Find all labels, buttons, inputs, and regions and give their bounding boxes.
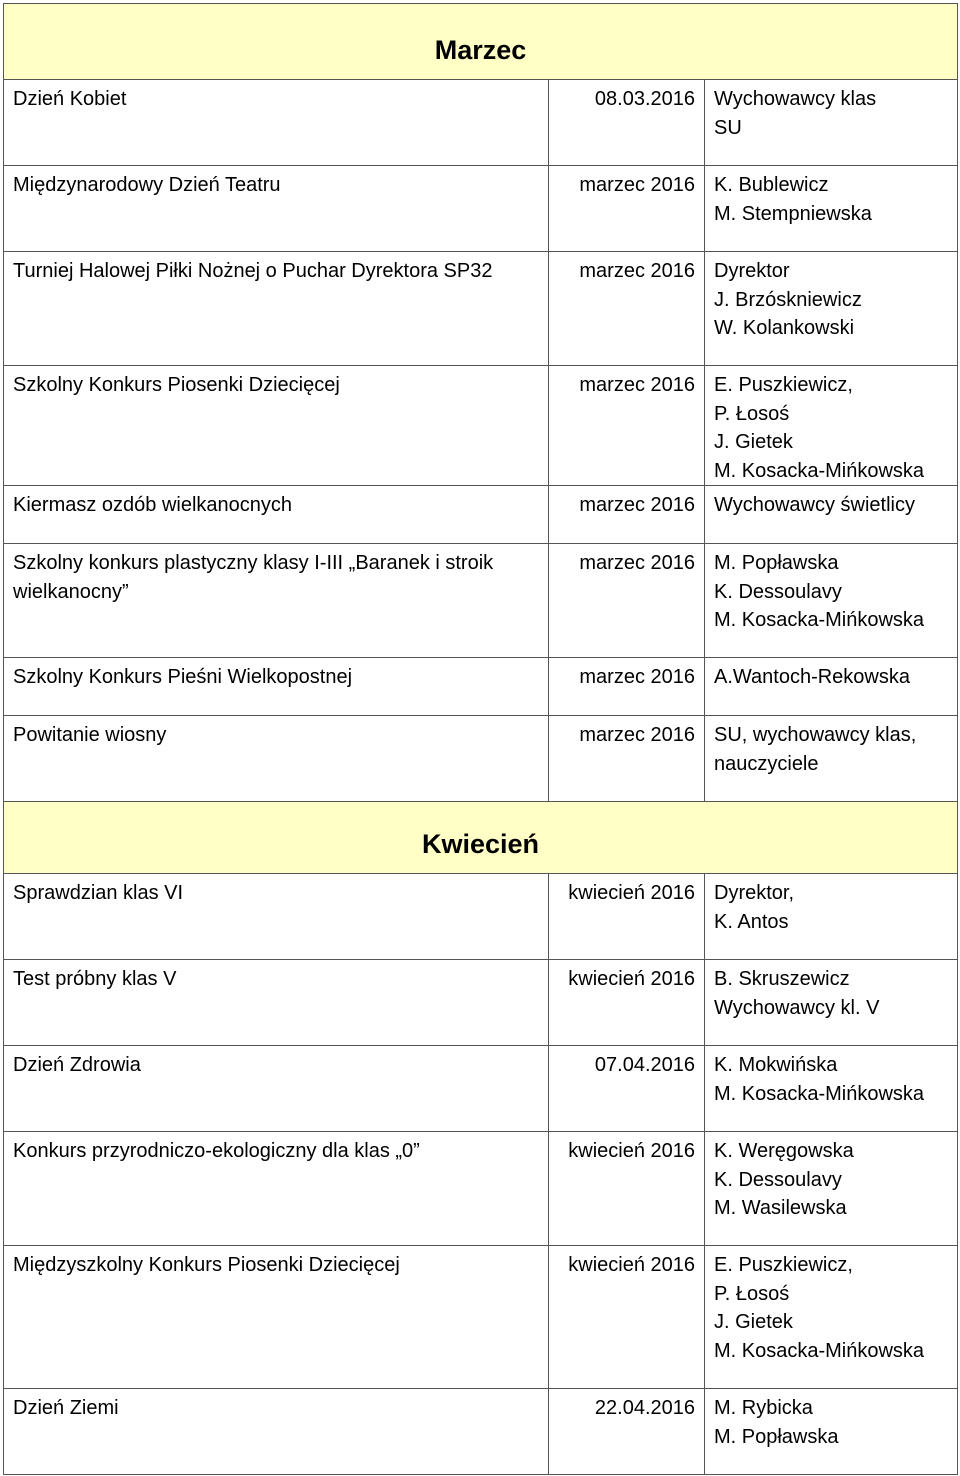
event-cell: Międzyszkolny Konkurs Piosenki Dziecięcej	[4, 1246, 549, 1389]
table-row	[4, 1132, 958, 1246]
responsible-person: M. Popławska	[714, 1425, 839, 1448]
month-header	[4, 4, 958, 80]
responsible-cell	[705, 544, 958, 658]
responsible-person: M. Kosacka-Mińkowska	[714, 459, 925, 482]
responsible-person: nauczyciele	[714, 752, 819, 775]
month-header-row	[4, 4, 958, 80]
event-cell: Dzień Zdrowia	[4, 1046, 549, 1132]
responsible-person: P. Łosoś	[714, 1282, 790, 1305]
event-cell: Kiermasz ozdób wielkanocnych	[4, 486, 549, 544]
table-row	[4, 960, 958, 1046]
table-row	[4, 252, 958, 366]
responsible-cell	[705, 658, 958, 716]
responsible-person: J. Gietek	[714, 431, 793, 453]
responsible-person: W. Kolankowski	[714, 317, 855, 339]
event-cell: Sprawdzian klas VI	[4, 874, 549, 960]
responsible-cell	[705, 1246, 958, 1389]
responsible-person: M. Popławska	[714, 552, 839, 574]
event-cell: Test próbny klas V	[4, 960, 549, 1046]
responsible-person: K. Bublewicz	[714, 174, 829, 196]
responsible-person: J. Brzóskniewicz	[714, 288, 862, 311]
event-cell: Szkolny konkurs plastyczny klasy I-III „Baranek i stroik wielkanocny”	[4, 544, 549, 658]
responsible-cell	[705, 960, 958, 1046]
responsible-person: M. Rybicka	[714, 1397, 813, 1419]
month-header	[4, 802, 958, 874]
responsible-person: Dyrektor,	[714, 882, 795, 904]
responsible-person: K. Dessoulavy	[714, 580, 842, 603]
responsible-cell	[705, 366, 958, 486]
event-cell: Dzień Kobiet	[4, 80, 549, 166]
responsible-person: SU	[714, 116, 742, 139]
date-cell: marzec 2016	[549, 252, 705, 366]
table-row	[4, 874, 958, 960]
date-cell: marzec 2016	[549, 166, 705, 252]
responsible-person: K. Dessoulavy	[714, 1168, 842, 1191]
responsible-person: E. Puszkiewicz,	[714, 374, 853, 396]
table-row	[4, 166, 958, 252]
responsible-cell	[705, 1132, 958, 1246]
responsible-cell	[705, 1389, 958, 1475]
responsible-person: M. Kosacka-Mińkowska	[714, 609, 925, 631]
event-cell: Szkolny Konkurs Pieśni Wielkopostnej	[4, 658, 549, 716]
table-row	[4, 80, 958, 166]
responsible-person: K. Mokwińska	[714, 1054, 838, 1076]
table-row	[4, 544, 958, 658]
event-cell: Dzień Ziemi	[4, 1389, 549, 1475]
responsible-person: P. Łosoś	[714, 402, 790, 425]
event-cell: Międzynarodowy Dzień Teatru	[4, 166, 549, 252]
responsible-cell	[705, 716, 958, 802]
responsible-person: K. Antos	[714, 910, 789, 933]
month-title: Kwiecień	[421, 829, 540, 859]
date-cell: kwiecień 2016	[549, 960, 705, 1046]
responsible-cell	[705, 874, 958, 960]
responsible-cell	[705, 486, 958, 544]
date-cell: marzec 2016	[549, 366, 705, 486]
event-cell: Szkolny Konkurs Piosenki Dziecięcej	[4, 366, 549, 486]
date-cell: kwiecień 2016	[549, 1132, 705, 1246]
table-row	[4, 1246, 958, 1389]
responsible-person: Wychowawcy świetlicy	[714, 494, 915, 516]
responsible-cell	[705, 1046, 958, 1132]
date-cell: marzec 2016	[549, 716, 705, 802]
date-cell: 22.04.2016	[549, 1389, 705, 1475]
responsible-cell	[705, 80, 958, 166]
schedule-document	[3, 3, 957, 1475]
date-cell: kwiecień 2016	[549, 1246, 705, 1389]
schedule-table	[3, 3, 958, 1475]
responsible-person: SU, wychowawcy klas,	[714, 724, 917, 746]
responsible-person: E. Puszkiewicz,	[714, 1254, 853, 1276]
date-cell: 08.03.2016	[549, 80, 705, 166]
responsible-person: M. Kosacka-Mińkowska	[714, 1082, 925, 1105]
table-row	[4, 486, 958, 544]
date-cell: kwiecień 2016	[549, 874, 705, 960]
date-cell: marzec 2016	[549, 544, 705, 658]
responsible-person: Wychowawcy kl. V	[714, 996, 880, 1019]
table-row	[4, 716, 958, 802]
date-cell: marzec 2016	[549, 486, 705, 544]
responsible-person: Dyrektor	[714, 260, 790, 282]
responsible-person: J. Gietek	[714, 1311, 793, 1333]
responsible-person: M. Wasilewska	[714, 1197, 847, 1219]
responsible-person: M. Kosacka-Mińkowska	[714, 1339, 925, 1362]
responsible-person: M. Stempniewska	[714, 202, 872, 225]
responsible-cell	[705, 252, 958, 366]
month-title: Marzec	[434, 35, 527, 65]
date-cell: marzec 2016	[549, 658, 705, 716]
event-cell: Turniej Halowej Piłki Nożnej o Puchar Dyrektora SP32	[4, 252, 549, 366]
responsible-cell	[705, 166, 958, 252]
responsible-person: Wychowawcy klas	[714, 88, 877, 110]
table-row	[4, 1046, 958, 1132]
responsible-person: K. Weręgowska	[714, 1140, 854, 1162]
responsible-person: A.Wantoch-Rekowska	[714, 666, 910, 688]
date-cell: 07.04.2016	[549, 1046, 705, 1132]
table-row	[4, 366, 958, 486]
event-cell: Konkurs przyrodniczo-ekologiczny dla klas „0”	[4, 1132, 549, 1246]
table-row	[4, 658, 958, 716]
table-row	[4, 1389, 958, 1475]
responsible-person: B. Skruszewicz	[714, 968, 850, 990]
month-header-row	[4, 802, 958, 874]
event-cell: Powitanie wiosny	[4, 716, 549, 802]
